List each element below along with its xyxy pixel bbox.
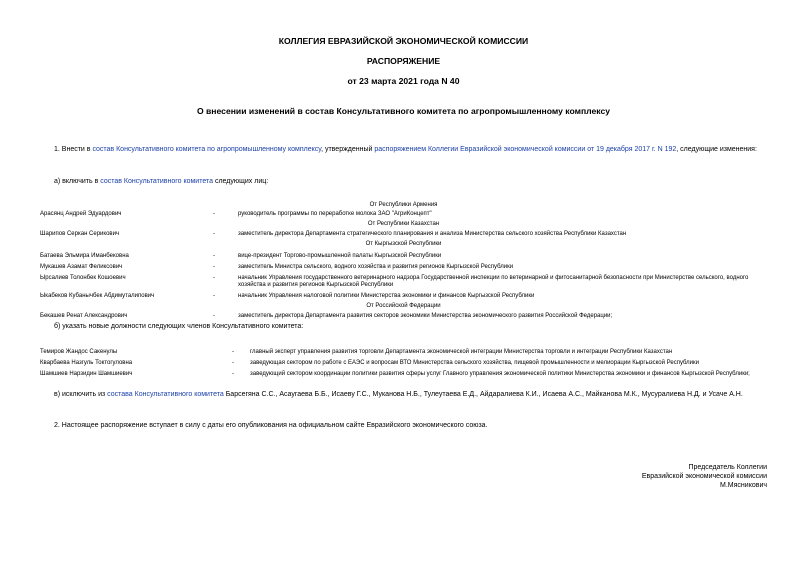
member-name: Мукашев Азамат Феликсович xyxy=(40,264,123,270)
paragraph-1-text-c: , следующие изменения: xyxy=(676,146,757,153)
member-name: Батаева Эльмира Иманбековна xyxy=(40,253,129,259)
member-b-name: Шамшиев Нарзидин Шамшиевич xyxy=(40,371,133,377)
dash: - xyxy=(213,275,215,281)
paragraph-a-text-a: а) включить в xyxy=(54,178,101,185)
member-name: Ырсалиев Толонбек Кошоевич xyxy=(40,275,126,281)
paragraph-b: б) указать новые должности следующих членов Консультативного комитета: xyxy=(54,323,304,330)
member-position: заместитель директора Департамента стратегического планирования и анализа Министерства сельского хозяйства Республики Казахстан xyxy=(238,231,627,237)
signature-line-2: Евразийской экономической комиссии xyxy=(641,473,767,480)
paragraph-2: 2. Настоящее распоряжение вступает в силу с даты его опубликования на официальном сайте Евразийского экономического союза. xyxy=(54,422,488,429)
paragraph-v xyxy=(40,391,768,400)
dash: - xyxy=(232,349,234,355)
member-b-position: заведующая сектором по работе с ЕАЭС и вопросам ВТО Министерства сельского хозяйства, пищевой промышленности и мелиорации Кыргызской Республики xyxy=(250,360,700,366)
member-position: заместитель Министра сельского, водного хозяйства и развития регионов Кыргызской Республики xyxy=(238,264,514,270)
member-position: руководитель программы по переработке молока ЗАО "АгриКонцепт" xyxy=(238,211,432,217)
paragraph-v-text-b: Барсегяна С.С., Асаугаева Б.Б., Исаеву Г.С., Муканова Н.Б., Тулеутаева Е.Д., Айдаралиева К.И., Исаева А.С., Майканова М.К., Мусуралиева Н.Д. и Усаче А.Н. xyxy=(223,391,743,398)
country-heading-russia: От Российской Федерации xyxy=(366,303,441,309)
dash: - xyxy=(232,371,234,377)
link-committee-composition-v[interactable]: состава Консультативного комитета xyxy=(107,391,224,398)
link-decision-192[interactable]: распоряжением Коллегии Евразийской экономической комиссии от 19 декабря 2017 г. N 192 xyxy=(374,146,677,153)
paragraph-v-text-a: в) исключить из xyxy=(54,391,108,398)
country-heading-kazakhstan: От Республики Казахстан xyxy=(367,221,440,227)
paragraph-a-text-b: следующих лиц: xyxy=(213,178,269,185)
dash: - xyxy=(213,293,215,299)
signature-block xyxy=(642,463,767,490)
document-date: от 23 марта 2021 года N 40 xyxy=(347,76,460,86)
signature-line-1: Председатель Коллегии xyxy=(688,464,767,471)
document-title: О внесении изменений в состав Консультативного комитета по агропромышленному комплексу xyxy=(196,106,611,116)
dash: - xyxy=(213,253,215,259)
dash: - xyxy=(213,313,215,319)
organization-title: КОЛЛЕГИЯ ЕВРАЗИЙСКОЙ ЭКОНОМИЧЕСКОЙ КОМИССИИ xyxy=(278,36,529,46)
paragraph-1-text-a: 1. Внести в xyxy=(54,146,93,153)
member-b-position: заведующий сектором координации политики развития сферы услуг Главного управления экономической политики Министерства экономики и финансов Кыргызской Республики; xyxy=(250,371,750,377)
member-b-name: Темиров Жандос Сакенулы xyxy=(40,349,118,355)
signature-line-3: М.Мясникович xyxy=(720,482,767,489)
link-committee[interactable]: состав Консультативного комитета xyxy=(100,178,214,185)
link-committee-composition[interactable]: состав Консультативного комитета по агропромышленному комплексу xyxy=(92,146,322,153)
member-b-position: главный эксперт управления развития торговли Департамента экономической интеграции Министерства торговли и интеграции Республики Казахстан xyxy=(250,349,673,355)
member-position: начальник Управления налоговой политики Министерства экономики и финансов Кыргызской Республики xyxy=(238,293,535,299)
member-name: Шарипов Серкан Серикович xyxy=(40,231,120,237)
member-name: Арасянц Андрей Эдуардович xyxy=(40,211,122,217)
paragraph-1-text-b: , утвержденный xyxy=(321,146,375,153)
member-name: Бекашев Ренат Александрович xyxy=(40,313,128,319)
dash: - xyxy=(213,264,215,270)
member-position: начальник Управления государственного ветеринарного надзора Государственной инспекции по ветеринарной и фитосанитарной безопасности при Министерстве сельского, водного хозяйства и развития регионов Кыргызской Республики xyxy=(238,275,749,288)
dash: - xyxy=(232,360,234,366)
dash: - xyxy=(213,211,215,217)
country-heading-armenia: От Республики Армения xyxy=(369,202,438,208)
document-type: РАСПОРЯЖЕНИЕ xyxy=(366,56,441,66)
paragraph-a xyxy=(54,178,268,187)
member-b-name: Кварбаева Назгуль Токтогуловна xyxy=(40,360,133,366)
country-heading-kyrgyzstan: От Кыргызской Республики xyxy=(365,241,442,247)
member-position: заместитель директора Департамента развития секторов экономики Министерства экономического развития Российской Федерации; xyxy=(238,313,613,319)
dash: - xyxy=(213,231,215,237)
member-name: Ыкабеков Кубанычбек Абдимуталипович xyxy=(40,293,155,299)
member-position: вице-президент Торгово-промышленной палаты Кыргызской Республики xyxy=(238,253,442,259)
paragraph-1 xyxy=(40,146,768,155)
